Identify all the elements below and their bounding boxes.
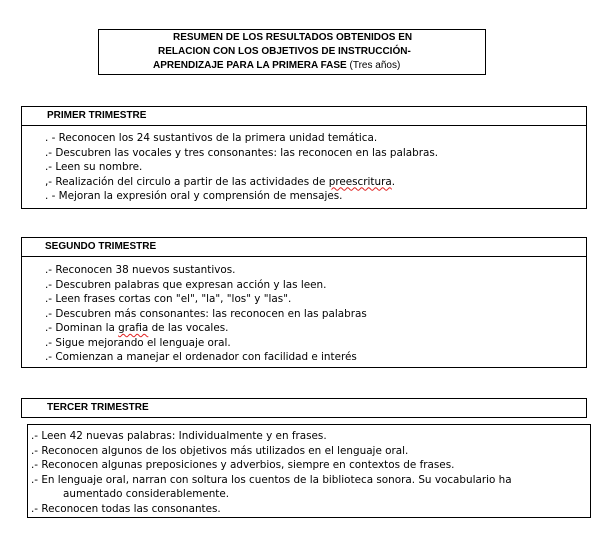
- section-segundo-list: [45, 263, 367, 365]
- list-item: .- Descubren las vocales y tres consonantes: las reconocen en las palabras.: [45, 146, 439, 159]
- list-item: .- Reconocen algunos de los objetivos más utilizados en el lenguaje oral.: [31, 444, 409, 457]
- title-line-3-suffix: (Tres años): [349, 60, 401, 71]
- title-line-1: RESUMEN DE LOS RESULTADOS OBTENIDOS EN: [173, 32, 413, 43]
- section-primer-body-box: [21, 125, 587, 209]
- title-line-3-main: APRENDIZAJE PARA LA PRIMERA FASE: [153, 60, 347, 71]
- section-segundo-body-box: [21, 256, 587, 368]
- list-item: .- Comienzan a manejar el ordenador con facilidad e interés: [45, 351, 357, 363]
- section-primer-header-box: [21, 106, 587, 126]
- list-item: .- Leen 42 nuevas palabras: Individualmente y en frases.: [31, 430, 327, 442]
- document-title-box: [98, 29, 486, 75]
- list-item: .- Leen su nombre.: [45, 161, 143, 173]
- list-item: .- Leen frases cortas con "el", "la", "los" y "las".: [45, 293, 292, 305]
- section-tercer-list: [31, 429, 512, 516]
- list-item: .- Reconocen todas las consonantes.: [31, 502, 221, 515]
- list-item-text: ,- Realización del circulo a partir de las actividades de: [45, 175, 329, 188]
- section-segundo-header-box: [21, 237, 587, 257]
- title-line-2: RELACION CON LOS OBJETIVOS DE INSTRUCCIÓN-: [158, 46, 411, 57]
- list-item: [45, 321, 367, 336]
- list-item-text: .- Dominan la: [45, 322, 119, 334]
- section-title-segundo: SEGUNDO TRIMESTRE: [45, 241, 157, 252]
- list-item: .- Descubren más consonantes: las reconocen en las palabras: [45, 307, 367, 320]
- list-item: .- Reconocen 38 nuevos sustantivos.: [45, 264, 236, 276]
- list-item-text: de las vocales.: [148, 322, 229, 334]
- list-item: .- Sigue mejorando el lenguaje oral.: [45, 336, 231, 349]
- section-tercer-header-box: [21, 398, 587, 418]
- list-item: . - Mejoran la expresión oral y comprensión de mensajes.: [45, 190, 343, 202]
- title-line-3: [99, 59, 485, 73]
- list-item-text: .: [391, 175, 396, 188]
- list-item: .- Reconocen algunas preposiciones y adverbios, siempre en contextos de frases.: [31, 459, 455, 471]
- section-primer-list: [45, 131, 438, 204]
- list-item: [45, 175, 438, 190]
- section-tercer-body-box: [27, 424, 591, 518]
- list-item: .- Descubren palabras que expresan acción y las leen.: [45, 278, 327, 291]
- list-item-continuation: aumentado considerablemente.: [63, 488, 230, 500]
- list-item: .- En lenguaje oral, narran con soltura los cuentos de la biblioteca sonora. Su vocabulario ha: [31, 473, 512, 486]
- section-title-primer: PRIMER TRIMESTRE: [47, 110, 147, 121]
- list-item: . - Reconocen los 24 sustantivos de la primera unidad temática.: [45, 132, 378, 144]
- section-title-tercer: TERCER TRIMESTRE: [47, 402, 149, 413]
- spellcheck-word: preescritura: [328, 175, 392, 188]
- spellcheck-word: grafia: [118, 322, 149, 334]
